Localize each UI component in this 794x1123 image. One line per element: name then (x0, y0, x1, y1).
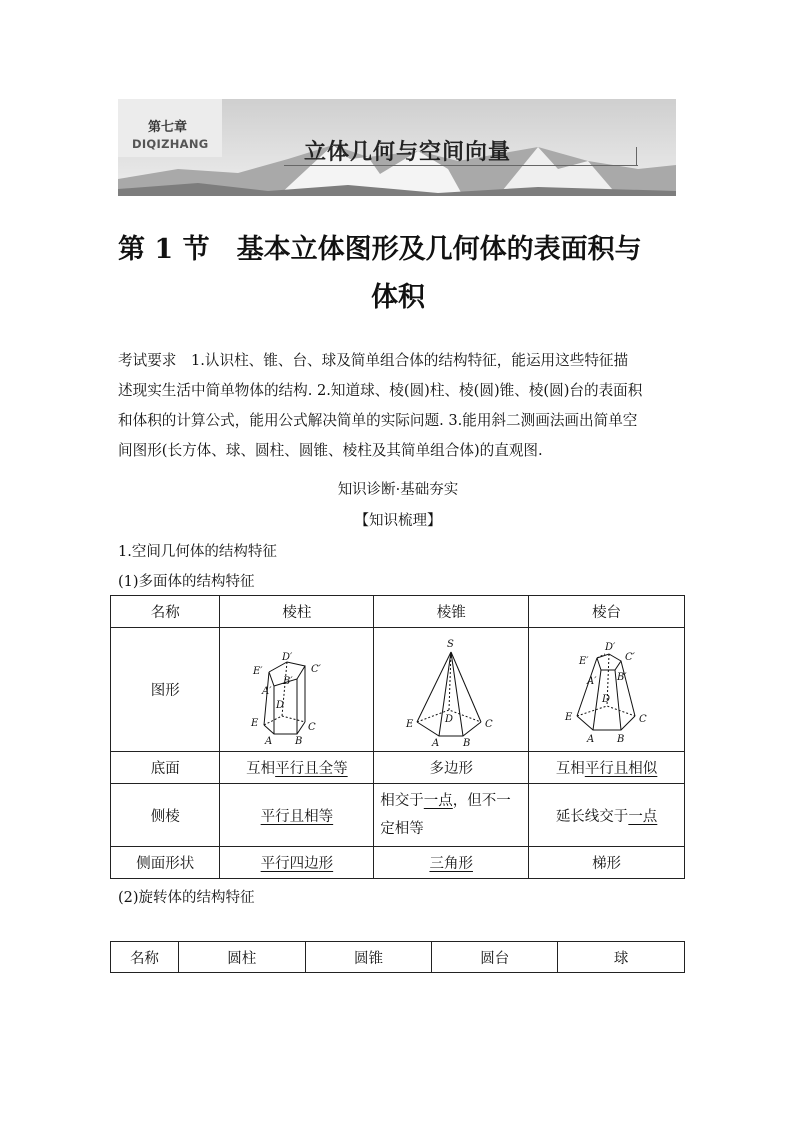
vertex-label: A′ (261, 685, 272, 697)
title-underline (284, 165, 638, 166)
cell-text: 互相 (246, 761, 276, 777)
table-row (111, 752, 685, 784)
cell (529, 752, 685, 784)
exam-requirements (118, 346, 678, 466)
requirement-line: 考试要求 1.认识柱、锥、台、球及简单组合体的结构特征，能运用这些特征描 (118, 352, 629, 369)
vertex-label: A (264, 735, 273, 746)
vertex-label: C (638, 713, 647, 725)
chapter-label-box (118, 99, 222, 157)
header-cell: 棱台 (529, 596, 685, 628)
vertex-label: A′ (586, 675, 597, 687)
row-label: 底面 (111, 752, 220, 784)
table-row (111, 942, 685, 973)
revolution-table (110, 941, 685, 973)
answer-text: 平行且全等 (275, 761, 348, 777)
answer-text: 一点 (628, 808, 658, 825)
title-rule-tick (636, 147, 637, 165)
vertex-label: E′ (252, 665, 263, 677)
answer-text: 平行且相似 (584, 761, 658, 777)
combing-heading: 【知识梳理】 (354, 513, 442, 529)
polyhedron-heading: (1)多面体的结构特征 (118, 574, 255, 590)
cell: 多边形 (374, 752, 529, 784)
pyramid-figure-cell (374, 628, 529, 752)
chapter-title: 立体几何与空间向量 (304, 140, 512, 165)
vertex-label: B (294, 735, 303, 746)
vertex-label: B (616, 733, 624, 745)
cell (374, 847, 529, 879)
cell (220, 752, 374, 784)
requirement-line: 间图形(长方体、球、圆柱、圆锥、棱柱及其简单组合体)的直观图. (118, 442, 543, 459)
answer-text: 三角形 (429, 856, 473, 872)
rotation-body-heading: (2)旋转体的结构特征 (118, 890, 255, 906)
subsection-heading: 1.空间几何体的结构特征 (118, 544, 277, 560)
table-row (111, 847, 685, 879)
chapter-banner (118, 99, 676, 196)
header-cell: 圆锥 (305, 942, 432, 973)
cell (529, 784, 685, 847)
requirement-line: 述现实生活中简单物体的结构. 2.知道球、棱(圆)柱、棱(圆)锥、棱(圆)台的表面积 (118, 382, 643, 399)
vertex-label: A (432, 737, 440, 746)
header-cell: 名称 (111, 942, 179, 973)
cell: 梯形 (529, 847, 685, 879)
vertex-label: B′ (616, 671, 627, 683)
vertex-label: C′ (310, 663, 321, 675)
cell (374, 784, 529, 847)
section-title (118, 226, 678, 322)
chapter-number: 第七章 (148, 120, 188, 135)
header-cell: 棱锥 (374, 596, 529, 628)
answer-text: 平行且相等 (260, 808, 334, 825)
prism-figure-cell (220, 628, 374, 752)
vertex-label: E (250, 717, 259, 729)
header-cell: 名称 (111, 596, 220, 628)
vertex-label: S (447, 638, 455, 650)
vertex-label: A (586, 733, 594, 745)
row-label: 图形 (111, 628, 220, 752)
polyhedron-table (110, 595, 685, 879)
header-cell: 球 (558, 942, 685, 973)
vertex-label: D (601, 693, 610, 705)
requirement-line: 和体积的计算公式，能用公式解决简单的实际问题. 3.能用斜二测画法画出简单空 (118, 412, 638, 429)
header-cell: 棱柱 (220, 596, 374, 628)
section-title-line2: 体积 (371, 282, 425, 313)
frustum-diagram (545, 634, 669, 746)
vertex-label: C (307, 721, 316, 733)
pyramid-diagram (389, 634, 513, 746)
vertex-label: D (275, 699, 284, 711)
vertex-label: D (445, 713, 454, 725)
vertex-label: D′ (604, 641, 615, 653)
vertex-label: E′ (578, 655, 589, 667)
answer-text: 一点 (423, 793, 453, 809)
knowledge-heading: 知识诊断·基础夯实 (337, 482, 459, 498)
cell-text: 互相 (555, 761, 585, 777)
table-row (111, 596, 685, 628)
vertex-label: B (463, 737, 471, 746)
cell-text: 相交于 (380, 793, 424, 809)
vertex-label: D′ (281, 651, 293, 663)
cell-text: ，但不一 (452, 793, 511, 809)
answer-text: 平行四边形 (260, 856, 334, 872)
header-cell: 圆柱 (178, 942, 305, 973)
section-title-line1: 第 1 节 基本立体图形及几何体的表面积与 (118, 234, 642, 265)
header-cell: 圆台 (432, 942, 558, 973)
vertex-label: C′ (624, 651, 635, 663)
vertex-label: C (485, 718, 493, 730)
cell-text: 延长线交于 (555, 808, 629, 825)
cell-text: 定相等 (380, 821, 424, 837)
row-label: 侧面形状 (111, 847, 220, 879)
frustum-figure-cell (529, 628, 685, 752)
vertex-label: E (406, 718, 414, 730)
vertex-label: B′ (282, 675, 293, 687)
chapter-pinyin: DIQIZHANG (132, 137, 209, 151)
vertex-label: E (564, 711, 572, 723)
prism-diagram (237, 634, 357, 746)
row-label: 侧棱 (111, 784, 220, 847)
cell (220, 847, 374, 879)
table-row (111, 628, 685, 752)
cell (220, 784, 374, 847)
table-row (111, 784, 685, 847)
